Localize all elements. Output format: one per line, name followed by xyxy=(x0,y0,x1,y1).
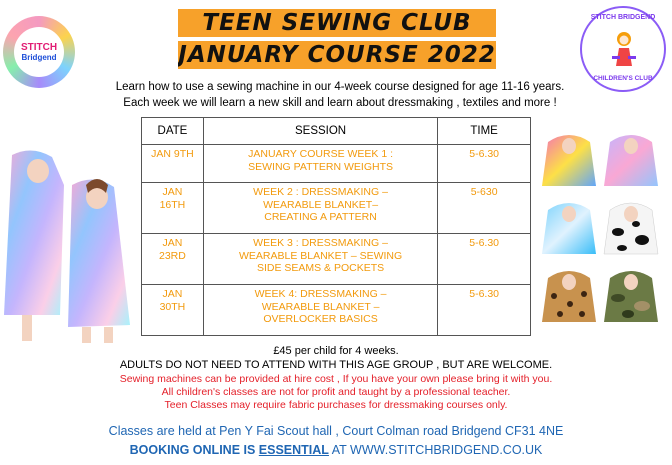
time-text: 5-630 xyxy=(470,186,498,198)
date-line: JAN xyxy=(162,186,183,198)
booking-website: AT WWW.STITCHBRIDGEND.CO.UK xyxy=(328,443,543,457)
table-row xyxy=(142,183,531,234)
pastel-hoodie-photo xyxy=(602,128,660,188)
logo-right-top-text: STITCH BRIDGEND xyxy=(590,14,656,21)
session-line: WEEK 4: DRESSMAKING – xyxy=(254,288,387,300)
hire-note: Sewing machines can be provided at hire cost , If you have your own please bring it with you. xyxy=(119,373,553,385)
date-text: JAN 9TH xyxy=(151,148,194,160)
venue-text: Classes are held at Pen Y Fai Scout hall , Court Colman road Bridgend CF31 4NE xyxy=(108,424,564,438)
row-date xyxy=(142,183,204,234)
row-session xyxy=(203,145,437,183)
date-line: 30TH xyxy=(159,300,186,313)
session-line: OVERLOCKER BASICS xyxy=(263,313,378,325)
logo-right-bottom-text: CHILDREN'S CLUB xyxy=(593,75,653,82)
title-line-2: JANUARY COURSE 2022 xyxy=(178,42,496,68)
row-time xyxy=(438,145,531,183)
booking-emphasis: ESSENTIAL xyxy=(258,443,329,457)
time-text: 5-6.30 xyxy=(469,237,500,249)
intro-line-2: Each week we will learn a new skill and learn about dressmaking , textiles and more ! xyxy=(123,97,557,109)
table-row xyxy=(142,145,531,183)
header-session: SESSION xyxy=(203,118,437,145)
session-line: WEARABLE BLANKET – xyxy=(261,300,380,313)
tie-dye-hoodie-photo xyxy=(540,128,598,188)
cow-print-hoodie-photo xyxy=(602,196,660,256)
camo-hoodie-photo xyxy=(602,264,660,324)
date-line: JAN xyxy=(162,237,183,249)
row-date xyxy=(142,234,204,285)
session-line: SIDE SEAMS & POCKETS xyxy=(256,262,385,274)
header-time: TIME xyxy=(438,118,531,145)
row-session xyxy=(203,183,437,234)
logo-left-line2: Bridgend xyxy=(21,52,57,62)
row-date xyxy=(142,145,204,183)
teen-classes-note: Teen Classes may require fabric purchases for dressmaking courses only. xyxy=(164,399,508,411)
title-line-1: TEEN SEWING CLUB xyxy=(178,9,496,37)
session-line: CREATING A PATTERN xyxy=(264,211,377,223)
intro-line-1: Learn how to use a sewing machine in our 4-week course designed for age 11-16 years. xyxy=(115,81,565,93)
row-time xyxy=(438,234,531,285)
session-line: SEWING PATTERN WEIGHTS xyxy=(248,160,393,173)
time-text: 5-6.30 xyxy=(469,288,500,300)
table-row xyxy=(142,234,531,285)
rainbow-blanket-photo xyxy=(2,145,142,345)
course-schedule-table xyxy=(141,117,531,336)
nonprofit-note: All children's classes are not for profit and taught by a professional teacher. xyxy=(161,386,511,398)
table-row xyxy=(142,285,531,336)
blue-tie-dye-hoodie-photo xyxy=(540,196,598,256)
session-line: WEEK 3 : DRESSMAKING – xyxy=(253,237,388,249)
session-line: WEARABLE BLANKET – SEWING xyxy=(238,249,403,262)
adults-note: ADULTS DO NOT NEED TO ATTEND WITH THIS AGE GROUP , BUT ARE WELCOME. xyxy=(119,359,553,371)
session-line: WEARABLE BLANKET– xyxy=(263,198,379,211)
date-line: 23RD xyxy=(159,249,186,262)
row-time xyxy=(438,183,531,234)
time-text: 5-6.30 xyxy=(469,148,500,160)
stitch-bridgend-logo xyxy=(3,16,75,88)
session-line: JANUARY COURSE WEEK 1 : xyxy=(248,148,394,160)
row-session xyxy=(203,234,437,285)
sewing-girl-icon xyxy=(610,30,638,68)
table-header-row xyxy=(142,118,531,145)
booking-prefix: BOOKING ONLINE IS xyxy=(129,443,259,457)
booking-text xyxy=(0,443,672,457)
header-date: DATE xyxy=(142,118,204,145)
leopard-hoodie-photo xyxy=(540,264,598,324)
date-line: JAN xyxy=(162,288,183,300)
session-line: WEEK 2 : DRESSMAKING – xyxy=(253,186,388,198)
row-time xyxy=(438,285,531,336)
row-date xyxy=(142,285,204,336)
row-session xyxy=(203,285,437,336)
date-line: 16TH xyxy=(159,198,186,211)
price-text: £45 per child for 4 weeks. xyxy=(273,345,399,357)
logo-left-line1: STITCH xyxy=(20,41,58,53)
